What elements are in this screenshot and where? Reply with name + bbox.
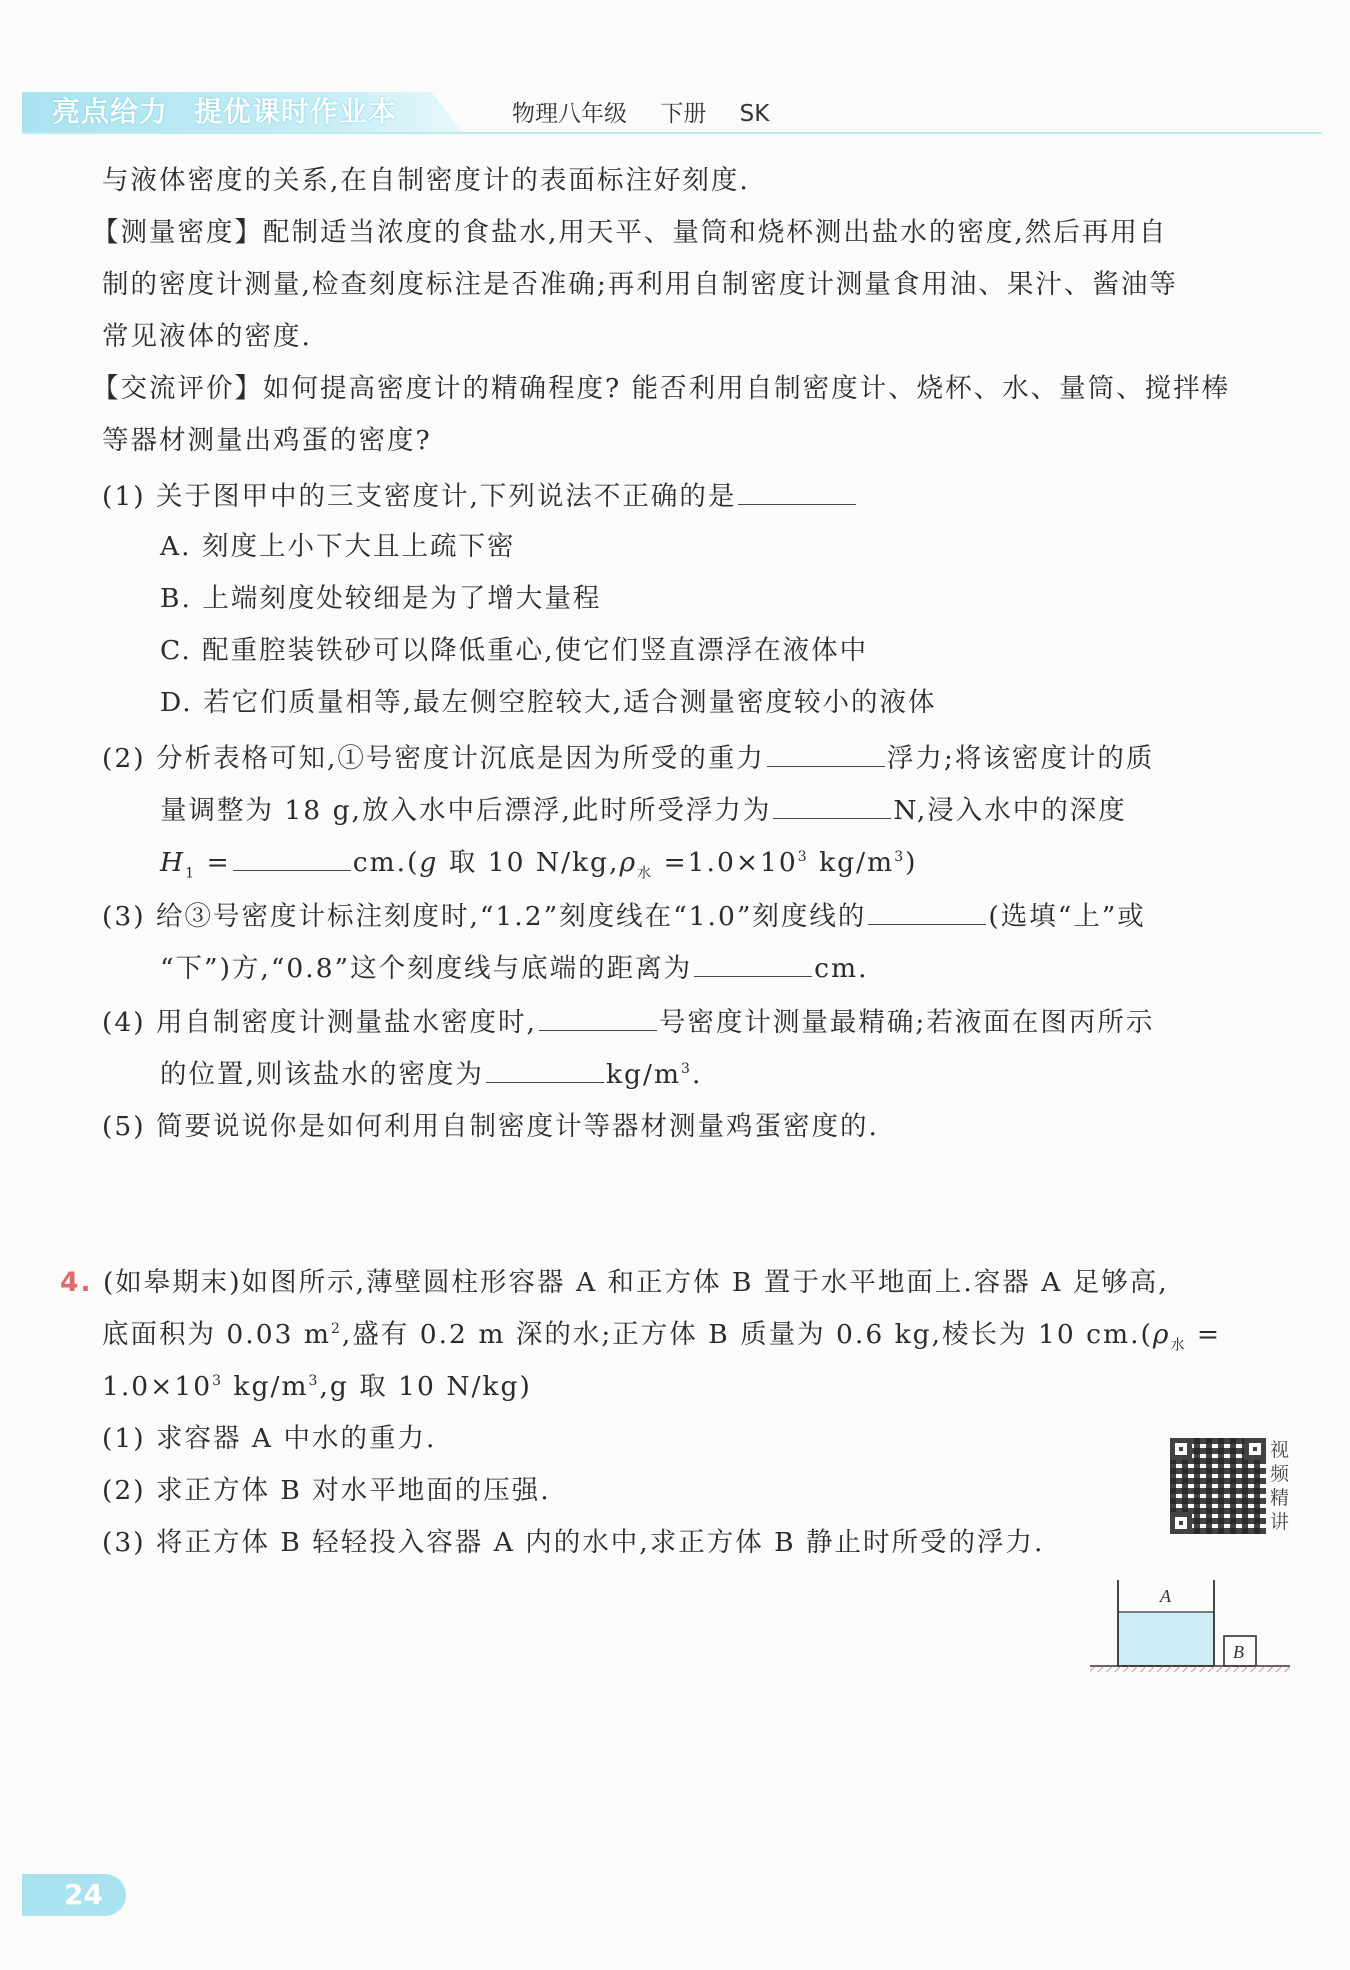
- subquestion-text: “下”)方,“0.8”这个刻度线与底端的距离为: [160, 953, 693, 984]
- label-b: B: [1233, 1642, 1244, 1662]
- water: [1118, 1612, 1214, 1666]
- superscript: 3: [681, 1061, 692, 1077]
- qr-label: 视频精讲: [1270, 1439, 1290, 1533]
- subquestion-text: 的位置,则该盐水的密度为: [160, 1059, 484, 1090]
- answer-blank[interactable]: [773, 792, 891, 819]
- period: .: [691, 1059, 703, 1090]
- unit: cm.(: [352, 847, 420, 878]
- subquestion-3: [102, 898, 1146, 932]
- text-line: 【测量密度】配制适当浓度的食盐水,用天平、量筒和烧杯测出盐水的密度,然后再用自: [92, 217, 1168, 248]
- answer-blank[interactable]: [486, 1056, 604, 1083]
- text-line: 【交流评价】如何提高密度计的精确程度? 能否利用自制密度计、烧杯、水、量筒、搅拌棒: [92, 373, 1231, 404]
- equals: =: [196, 847, 231, 878]
- subquestion-text: 号密度计测量最精确;若液面在图丙所示: [658, 1007, 1155, 1038]
- book-info: [512, 96, 795, 132]
- option-a: A. 刻度上小下大且上疏下密: [160, 531, 516, 562]
- problem-4-sub-3: (3) 将正方体 B 轻轻投入容器 A 内的水中,求正方体 B 静止时所受的浮力.: [102, 1527, 1045, 1558]
- subquestion-text: 量调整为 18 g,放入水中后漂浮,此时所受浮力为: [160, 795, 772, 826]
- text-line: 常见液体的密度.: [102, 321, 312, 352]
- series-title: [52, 94, 397, 130]
- problem-4-sub-1: (1) 求容器 A 中水的重力.: [102, 1423, 437, 1454]
- unit: cm.: [814, 953, 869, 984]
- page-number: 24: [64, 1878, 103, 1911]
- subquestion-text: (2) 分析表格可知,①号密度计沉底是因为所受的重力: [102, 743, 765, 774]
- question-number: 4.: [60, 1267, 93, 1298]
- superscript: 3: [797, 849, 809, 865]
- text-line: [160, 950, 869, 984]
- subscript: 水: [1170, 1337, 1187, 1354]
- ground-hatch: [1090, 1666, 1290, 1672]
- subquestion-1: [102, 478, 858, 512]
- problem-text: 底面积为 0.03 m: [102, 1319, 331, 1350]
- subquestion-2: [102, 740, 1154, 774]
- text-line: 与液体密度的关系,在自制密度计的表面标注好刻度.: [102, 165, 750, 196]
- text-line: 等器材测量出鸡蛋的密度?: [102, 425, 432, 456]
- text-line: [160, 1056, 702, 1090]
- volume: 下册: [660, 101, 707, 127]
- problem-4-line: [102, 1318, 1221, 1352]
- label-a: A: [1160, 1586, 1171, 1606]
- problem-text: kg/m: [223, 1371, 309, 1402]
- subquestion-text: (3) 给③号密度计标注刻度时,“1.2”刻度线在“1.0”刻度线的: [102, 901, 867, 932]
- problem-text: ,g 取 10 N/kg): [319, 1371, 532, 1402]
- subquestion-text: N,浸入水中的深度: [893, 795, 1127, 826]
- text-line: [160, 844, 918, 882]
- problem-4-line: [60, 1266, 1169, 1300]
- series-title-a: 亮点给力: [52, 95, 169, 128]
- superscript: 2: [330, 1321, 342, 1337]
- text-line: [160, 792, 1127, 826]
- unit: kg/m: [808, 847, 895, 878]
- qr-code-icon[interactable]: [1170, 1438, 1266, 1534]
- option-d: D. 若它们质量相等,最左侧空腔较大,适合测量密度较小的液体: [160, 687, 937, 718]
- problem-4-line: [102, 1370, 532, 1404]
- subquestion-5: (5) 简要说说你是如何利用自制密度计等器材测量鸡蛋密度的.: [102, 1111, 879, 1142]
- header-rule: [22, 132, 1322, 134]
- problem-text: (如皋期末)如图所示,薄壁圆柱形容器 A 和正方体 B 置于水平地面上.容器 A 足够高,: [102, 1267, 1169, 1298]
- symbol-h: H: [160, 847, 186, 878]
- answer-blank[interactable]: [539, 1004, 657, 1031]
- unit: kg/m: [605, 1059, 682, 1090]
- answer-blank[interactable]: [767, 740, 885, 767]
- symbol-rho: ρ: [619, 847, 638, 878]
- subquestion-text: (选填“上”或: [988, 901, 1146, 932]
- superscript: 3: [894, 849, 906, 865]
- symbol-g: g: [419, 847, 439, 878]
- qr-finder: [1244, 1438, 1266, 1460]
- text-line: 制的密度计测量,检查刻度标注是否准确;再利用自制密度计测量食用油、果汁、酱油等: [102, 269, 1178, 300]
- subquestion-text: 浮力;将该密度计的质: [886, 743, 1155, 774]
- symbol-rho: ρ: [1152, 1319, 1171, 1350]
- subquestion-text: (4) 用自制密度计测量盐水密度时,: [102, 1007, 537, 1038]
- problem-4-sub-2: (2) 求正方体 B 对水平地面的压强.: [102, 1475, 551, 1506]
- answer-blank[interactable]: [694, 950, 812, 977]
- container-cube-diagram: [1090, 1586, 1290, 1666]
- answer-blank[interactable]: [738, 478, 856, 505]
- subscript: 水: [637, 865, 654, 882]
- superscript: 3: [308, 1373, 320, 1389]
- qr-finder: [1170, 1512, 1192, 1534]
- paren: ): [905, 847, 918, 878]
- given: =1.0×10: [653, 847, 798, 878]
- subject-grade: 物理八年级: [512, 101, 627, 127]
- problem-text: 1.0×10: [102, 1371, 213, 1402]
- subquestion-4: [102, 1004, 1154, 1038]
- subquestion-text: (1) 关于图甲中的三支密度计,下列说法不正确的是: [102, 481, 737, 512]
- option-b: B. 上端刻度处较细是为了增大量程: [160, 583, 602, 614]
- option-c: C. 配重腔装铁砂可以降低重心,使它们竖直漂浮在液体中: [160, 635, 869, 666]
- series-title-b: 提优课时作业本: [194, 95, 398, 128]
- problem-text: ,盛有 0.2 m 深的水;正方体 B 质量为 0.6 kg,棱长为 10 cm.(: [341, 1319, 1153, 1350]
- page-header: [0, 92, 1350, 132]
- qr-finder: [1170, 1438, 1192, 1460]
- equals: =: [1186, 1319, 1222, 1350]
- answer-blank[interactable]: [233, 844, 351, 871]
- edition: SK: [739, 101, 770, 127]
- superscript: 3: [212, 1373, 223, 1389]
- given: 取 10 N/kg,: [438, 847, 620, 878]
- subscript: 1: [185, 865, 197, 882]
- answer-blank[interactable]: [868, 898, 986, 925]
